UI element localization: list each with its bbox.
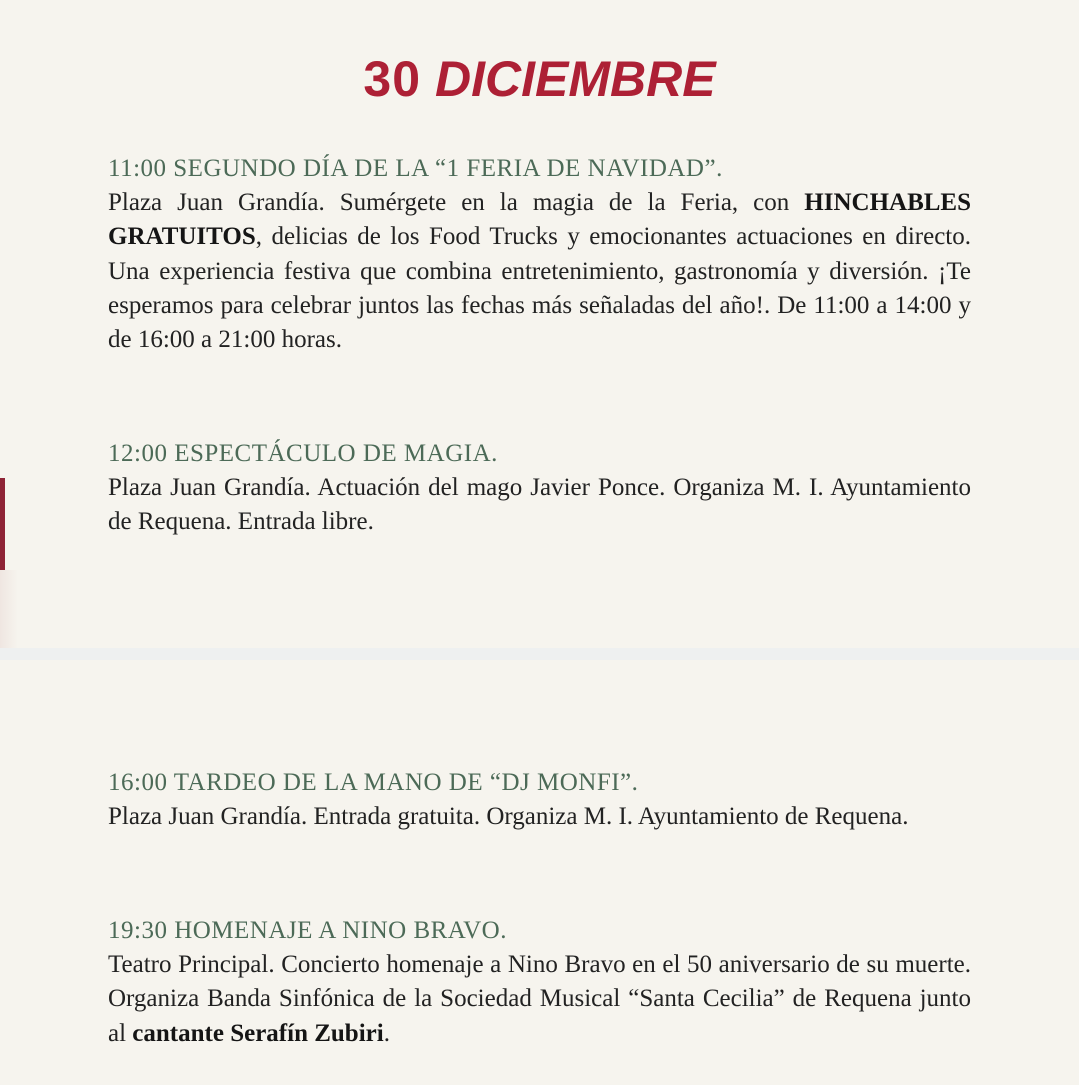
singer-highlight: cantante Serafín Zubiri	[132, 1019, 384, 1047]
event-1100	[108, 152, 971, 357]
left-edge-graphic	[0, 478, 5, 570]
event-description: Plaza Juan Grandía. Sumérgete en la magia de la Feria, con HINCHABLES GRATUITOS, delicias de los Food Trucks y emocionantes actuaciones en directo. Una experiencia festiva que combina entretenimiento, gastronomía y diversión. ¡Te esperamos para celebrar juntos las fechas más señaladas del año!. De 11:00 a 14:00 y de 16:00 a 21:00 horas.	[108, 189, 971, 354]
event-heading: 12:00 ESPECTÁCULO DE MAGIA.	[108, 440, 498, 467]
event-1930	[108, 914, 971, 1051]
page-title	[0, 50, 1079, 108]
free-inflatables-highlight: HINCHABLES GRATUITOS	[108, 189, 971, 251]
title-day: 30	[363, 51, 422, 107]
event-heading: 11:00 SEGUNDO DÍA DE LA “1 FERIA DE NAVIDAD”.	[108, 155, 723, 182]
section-divider	[0, 648, 1079, 660]
left-edge-fade	[0, 570, 18, 648]
event-heading: 16:00 TARDEO DE LA MANO DE “DJ MONFI”.	[108, 769, 639, 796]
event-1600	[108, 766, 971, 834]
event-1200	[108, 437, 971, 540]
event-heading: 19:30 HOMENAJE A NINO BRAVO.	[108, 917, 507, 944]
event-description: Plaza Juan Grandía. Entrada gratuita. Organiza M. I. Ayuntamiento de Requena.	[108, 803, 909, 830]
event-description: Teatro Principal. Concierto homenaje a Nino Bravo en el 50 aniversario de su muerte. Organiza Banda Sinfónica de la Sociedad Musical “Santa Cecilia” de Requena junto al cantante Serafín Zubiri.	[108, 951, 971, 1047]
title-month: DICIEMBRE	[435, 51, 716, 107]
event-description: Plaza Juan Grandía. Actuación del mago Javier Ponce. Organiza M. I. Ayuntamiento de Requena. Entrada libre.	[108, 474, 971, 536]
